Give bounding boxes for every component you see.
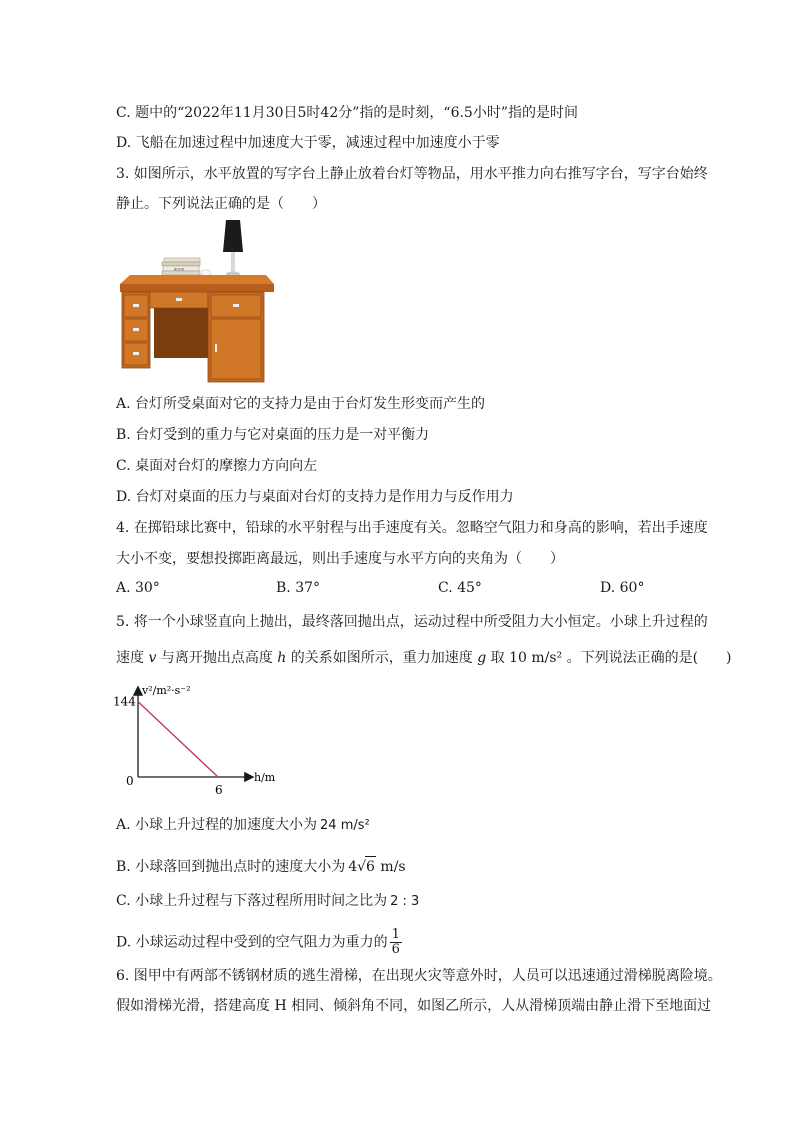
var-g: g (477, 650, 487, 666)
origin-label: 0 (126, 774, 134, 788)
q5-option-d-text: D. 小球运动过程中受到的空气阻力为重力的 (116, 934, 388, 951)
q3-stem-line2: 静止。下列说法正确的是（ ） (116, 196, 326, 212)
q5-stem-line2 (116, 648, 732, 668)
book-4 (162, 271, 200, 275)
q5-option-b-coef: 4 (348, 859, 358, 875)
q5-option-b (116, 856, 406, 877)
q5-option-a (116, 815, 370, 836)
desk-figure (116, 218, 276, 385)
q5-stem-part: 与离开抛出点高度 (156, 650, 278, 666)
x-axis-label: h/m (254, 771, 276, 784)
q5-option-a-value: 24 m/s² (320, 818, 370, 833)
kneehole (154, 308, 208, 358)
q4-options (116, 580, 676, 600)
q5-option-b-text: B. 小球落回到抛出点时的速度大小为 (116, 859, 346, 875)
handle (133, 304, 139, 307)
q5-option-b-radicand: 6 (365, 856, 376, 877)
desk-top-surface (120, 275, 274, 284)
y-axis-label: v²/m²·s⁻² (142, 684, 191, 697)
var-v: v (148, 650, 157, 666)
handle (133, 328, 139, 331)
q6-stem-line1: 6. 图甲中有两部不锈钢材质的逃生滑梯，在出现火灾等意外时，人员可以迅速通过滑梯脱离险境。 (116, 968, 722, 984)
q4-stem-line2: 大小不变，要想投掷距离最远，则出手速度与水平方向的夹角为（ ） (116, 551, 564, 567)
v2-h-graph (112, 682, 292, 800)
lamp-shade (223, 220, 243, 252)
desk-top-edge (120, 284, 274, 292)
q5-option-b-unit: m/s (375, 859, 406, 875)
q4-option-a: A. 30° (116, 580, 160, 596)
q2-option-d: D. 飞船在加速过程中加速度大于零，减速过程中加速度小于零 (116, 135, 500, 151)
y-tick-label: 144 (113, 694, 136, 709)
right-cabinet-door (211, 319, 261, 379)
series-line (138, 702, 218, 777)
q5-option-c (116, 891, 419, 912)
handle (215, 344, 217, 352)
q5-stem-part: 取 10 m/s² 。下列说法正确的是( ) (486, 650, 732, 666)
q3-option-a: A. 台灯所受桌面对它的支持力是由于台灯发生形变而产生的 (116, 396, 486, 412)
handle (133, 352, 139, 355)
fraction-numerator: 1 (391, 927, 400, 942)
book-1 (164, 258, 200, 262)
q4-option-d: D. 60° (600, 580, 645, 596)
q5-option-c-text: C. 小球上升过程与下落过程所用时间之比为 (116, 893, 388, 909)
book-label: BOOK (174, 267, 185, 272)
q3-option-d: D. 台灯对桌面的压力与桌面对台灯的支持力是作用力与反作用力 (116, 489, 514, 505)
q5-stem-part: 的关系如图所示，重力加速度 (286, 650, 478, 666)
handle (233, 304, 239, 307)
lamp-stem (231, 252, 235, 272)
q5-stem-part: 速度 (116, 650, 149, 666)
q2-option-c: C. 题中的“2022年11月30日5时42分”指的是时刻，“6.5小时”指的是时间 (116, 105, 578, 121)
q5-option-a-text: A. 小球上升过程的加速度大小为 (116, 817, 318, 833)
q5-option-d (116, 928, 402, 957)
fraction (390, 928, 402, 957)
q4-option-b: B. 37° (276, 580, 321, 596)
q4-option-c: C. 45° (438, 580, 482, 596)
fraction-denominator: 6 (391, 942, 400, 957)
q6-stem-line2: 假如滑梯光滑，搭建高度 H 相同、倾斜角不同，如图乙所示，人从滑梯顶端由静止滑下至地面过 (116, 998, 712, 1014)
handle (176, 298, 182, 301)
q5-stem-line1: 5. 将一个小球竖直向上抛出，最终落回抛出点，运动过程中所受阻力大小恒定。小球上升过程的 (116, 614, 708, 630)
x-tick-label: 6 (215, 783, 223, 797)
book-2 (162, 262, 200, 266)
q3-option-c: C. 桌面对台灯的摩擦力方向向左 (116, 458, 318, 474)
sqrt-sign: √ (357, 859, 367, 875)
q4-stem-line1: 4. 在掷铅球比赛中，铅球的水平射程与出手速度有关。忽略空气阻力和身高的影响，若出手速度 (116, 520, 708, 536)
q3-stem-line1: 3. 如图所示，水平放置的写字台上静止放着台灯等物品，用水平推力向右推写字台，写字台始终 (116, 166, 708, 182)
var-h: h (277, 650, 287, 666)
q3-option-b: B. 台灯受到的重力与它对桌面的压力是一对平衡力 (116, 427, 430, 443)
q5-option-c-ratio: 2 : 3 (390, 894, 420, 909)
